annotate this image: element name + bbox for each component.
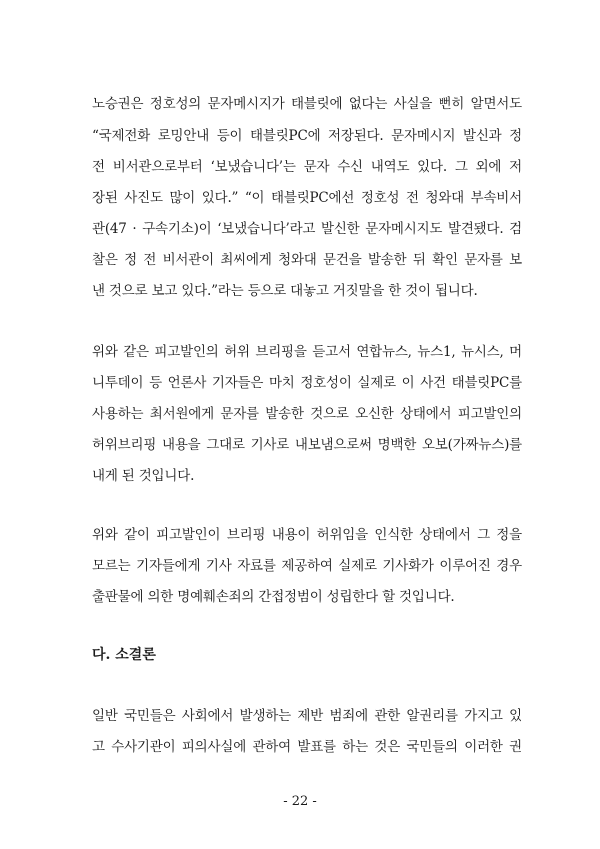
paragraph-1-line-3: 전 비서관으로부터 ‘보냈습니다’는 문자 수신 내역도 있다. 그 외에 저 [92,159,522,175]
paragraph-2-line-1: 위와 같은 피고발인의 허위 브리핑을 듣고서 연합뉴스, 뉴스1, 뉴시스, 머 [92,344,522,360]
paragraph-3-line-3: 출판물에 의한 명예훼손죄의 간접정범이 성립한다 할 것입니다. [92,589,455,605]
paragraph-1-line-2: “국제전화 로밍안내 등이 태블릿PC에 저장된다. 문자메시지 발신과 정 [92,128,522,144]
paragraph-2-line-3: 사용하는 최서원에게 문자를 발송한 것으로 오신한 상태에서 피고발인의 [92,406,522,422]
paragraph-2-line-5: 내게 된 것입니다. [92,468,195,484]
paragraph-1-line-7: 낸 것으로 보고 있다.”라는 등으로 대놓고 거짓말을 한 것이 됩니다. [92,283,478,299]
paragraph-3-line-2: 모르는 기자들에게 기사 자료를 제공하여 실제로 기사화가 이루어진 경우 [92,558,522,574]
paragraph-2-line-2: 니투데이 등 언론사 기자들은 마치 정호성이 실제로 이 사건 태블릿PC를 [92,375,522,391]
paragraph-1-line-1: 노승권은 정호성의 문자메시지가 태블릿에 없다는 사실을 뻔히 알면서도 [92,96,522,112]
paragraph-1-line-6: 찰은 정 전 비서관이 최씨에게 청와대 문건을 발송한 뒤 확인 문자를 보 [92,252,522,268]
paragraph-3-line-1: 위와 같이 피고발인이 브리핑 내용이 허위임을 인식한 상태에서 그 정을 [92,527,522,543]
paragraph-1-line-5: 관(47 · 구속기소)이 ‘보냈습니다’라고 발신한 문자메시지도 발견됐다. 검 [92,221,522,237]
page-number: - 22 - [283,794,317,809]
paragraph-2-line-4: 허위브리핑 내용을 그대로 기사로 내보냄으로써 명백한 오보(가짜뉴스)를 [92,437,522,453]
section-heading: 다. 소결론 [92,647,156,663]
paragraph-4-line-2: 고 수사기관이 피의사실에 관하여 발표를 하는 것은 국민들의 이러한 권 [92,739,522,755]
paragraph-1-line-4: 장된 사진도 많이 있다.” “이 태블릿PC에선 정호성 전 청와대 부속비서 [92,190,522,206]
paragraph-4-line-1: 일반 국민들은 사회에서 발생하는 제반 범죄에 관한 알권리를 가지고 있 [92,708,522,724]
